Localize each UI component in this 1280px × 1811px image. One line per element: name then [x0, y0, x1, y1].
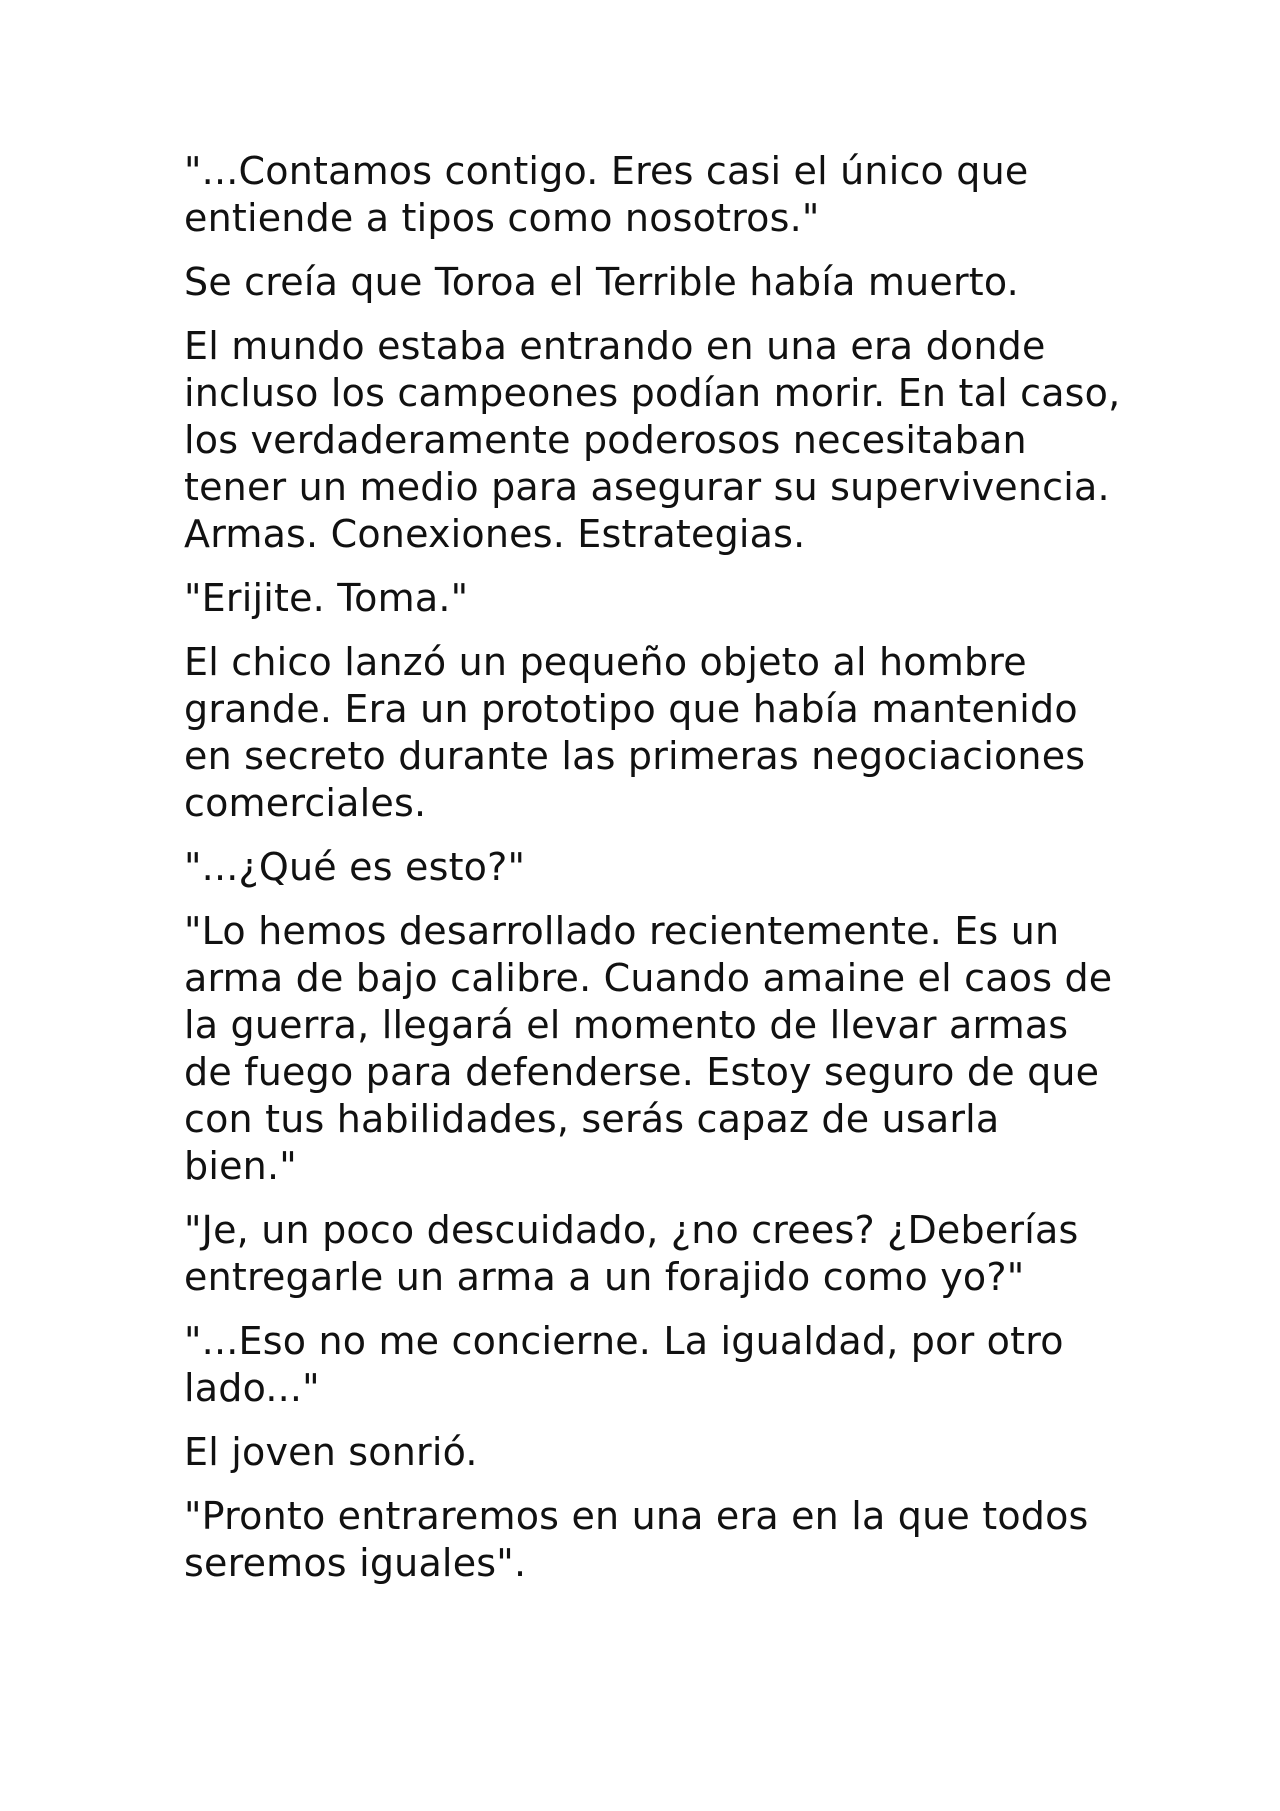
paragraph-8: "Je, un poco descuidado, ¿no crees? ¿Deberías entregarle un arma a un forajido como yo?"	[184, 1208, 1079, 1299]
paragraph-10: El joven sonrió.	[184, 1430, 478, 1474]
paragraph-11: "Pronto entraremos en una era en la que todos seremos iguales".	[184, 1494, 1089, 1585]
paragraph-5: El chico lanzó un pequeño objeto al hombre grande. Era un prototipo que había mantenido en secreto durante las primeras negociaciones comerciales.	[184, 640, 1086, 825]
paragraph-2: Se creía que Toroa el Terrible había muerto.	[184, 260, 1019, 304]
paragraph-4: "Erijite. Toma."	[184, 576, 469, 620]
document-body	[184, 148, 1124, 1604]
paragraph-1: "...Contamos contigo. Eres casi el único que entiende a tipos como nosotros."	[184, 149, 1029, 240]
paragraph-3: El mundo estaba entrando en una era donde incluso los campeones podían morir. En tal caso, los verdaderamente poderosos necesitaban tener un medio para asegurar su supervivencia. Armas. Conexiones. Estrategias.	[184, 324, 1121, 556]
paragraph-9: "...Eso no me concierne. La igualdad, por otro lado..."	[184, 1319, 1064, 1410]
paragraph-7: "Lo hemos desarrollado recientemente. Es un arma de bajo calibre. Cuando amaine el caos de la guerra, llegará el momento de llevar armas de fuego para defenderse. Estoy seguro de que con tus habilidades, serás capaz de usarla bien."	[184, 909, 1113, 1188]
paragraph-6: "...¿Qué es esto?"	[184, 845, 526, 889]
